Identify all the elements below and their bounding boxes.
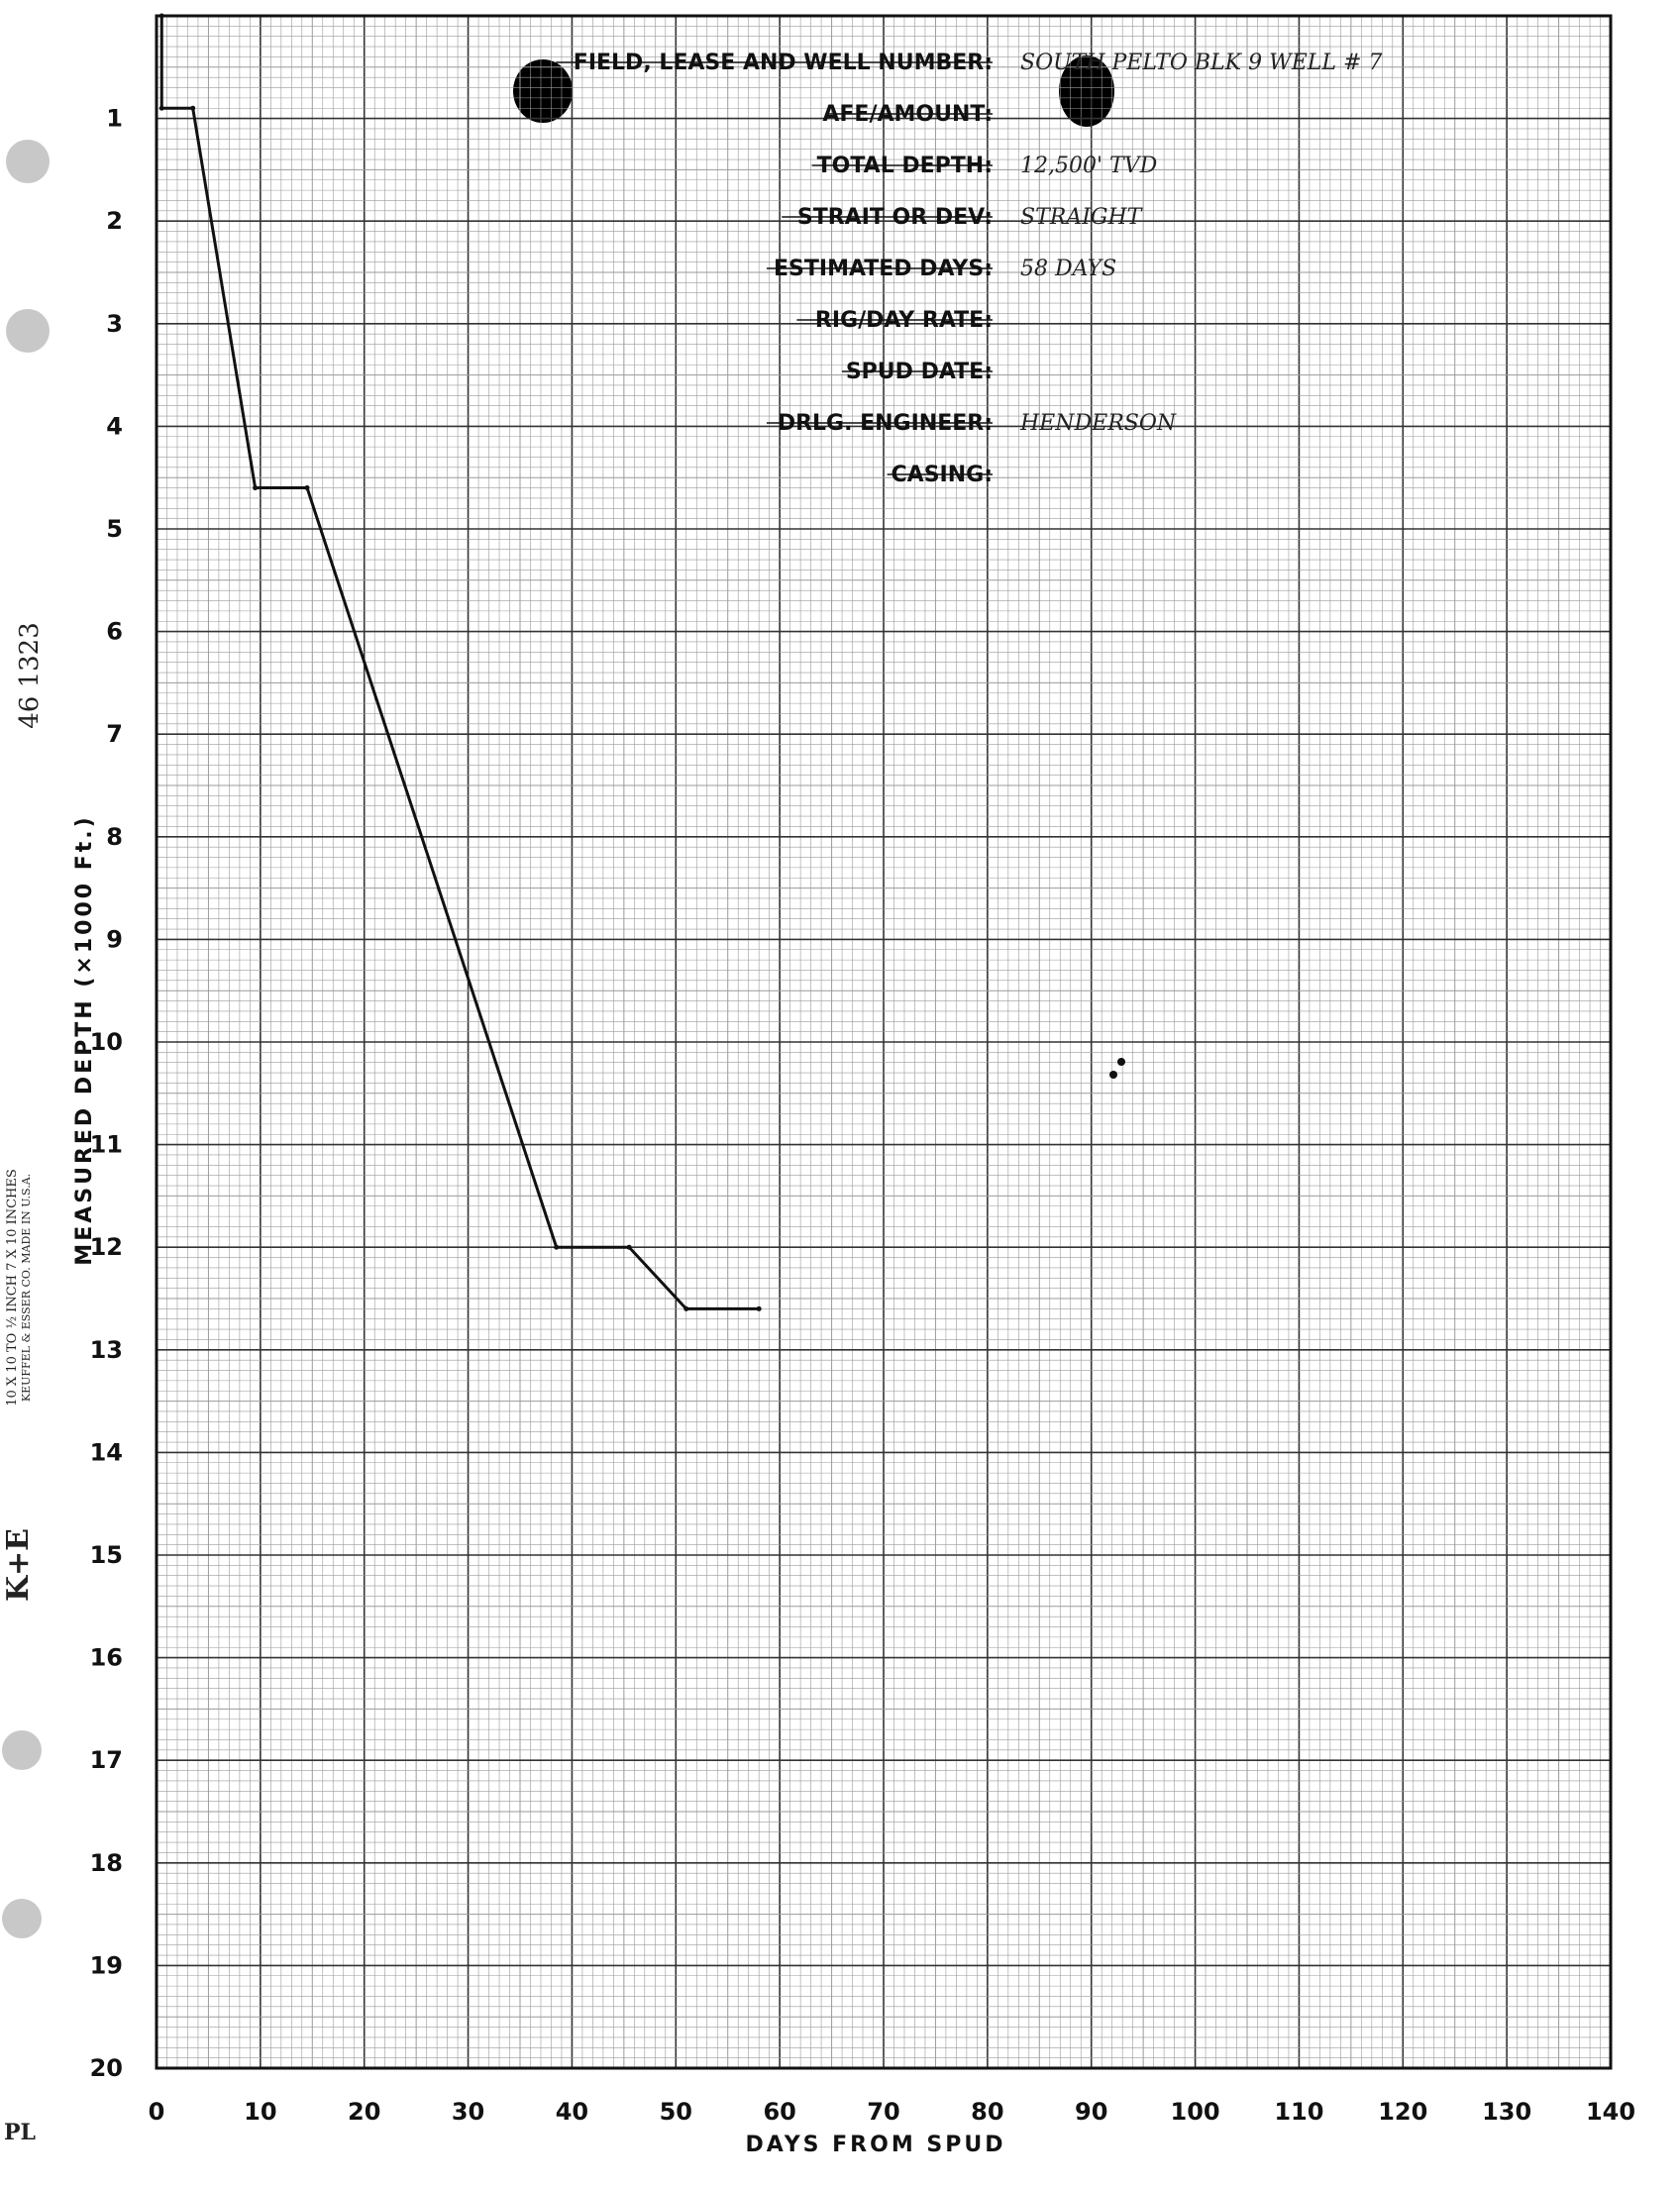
x-tick-label: 90 bbox=[1075, 2098, 1108, 2126]
y-tick-label: 14 bbox=[89, 1438, 123, 1467]
series-point bbox=[159, 14, 164, 19]
header-label: ESTIMATED DAYS: bbox=[774, 257, 993, 281]
y-tick-label: 4 bbox=[106, 412, 123, 441]
x-tick-label: 60 bbox=[763, 2098, 796, 2126]
y-tick-label: 10 bbox=[89, 1028, 123, 1056]
header-value: SOUTH PELTO BLK 9 WELL # 7 bbox=[1020, 51, 1383, 75]
y-tick-label: 11 bbox=[89, 1130, 123, 1159]
header-value: STRAIGHT bbox=[1020, 205, 1142, 230]
header-label: SPUD DATE: bbox=[845, 360, 993, 384]
x-tick-label: 40 bbox=[555, 2098, 589, 2126]
x-tick-label: 50 bbox=[659, 2098, 692, 2126]
x-tick-label: 110 bbox=[1274, 2098, 1324, 2126]
y-tick-label: 7 bbox=[106, 720, 123, 749]
header-label: FIELD, LEASE AND WELL NUMBER: bbox=[573, 51, 993, 75]
series-point bbox=[253, 485, 258, 490]
y-tick-label: 17 bbox=[89, 1746, 123, 1775]
y-tick-label: 15 bbox=[89, 1541, 123, 1569]
header-value: 12,500' TVD bbox=[1020, 154, 1158, 178]
y-tick-label: 8 bbox=[106, 822, 123, 851]
y-tick-label: 13 bbox=[89, 1335, 123, 1364]
series-point bbox=[757, 1306, 762, 1311]
doc-number: 46 1323 bbox=[15, 622, 45, 729]
x-tick-label: 120 bbox=[1378, 2098, 1428, 2126]
paper-spec-line2: KEUFFEL & ESSER CO. MADE IN U.S.A. bbox=[20, 1173, 33, 1403]
x-tick-label: 20 bbox=[348, 2098, 381, 2126]
punch-hole-left bbox=[513, 59, 573, 123]
header-form bbox=[556, 51, 1382, 487]
header-label: TOTAL DEPTH: bbox=[816, 154, 993, 178]
series-point bbox=[627, 1245, 632, 1250]
header-label: CASING: bbox=[891, 463, 993, 487]
y-tick-label: 16 bbox=[89, 1643, 123, 1672]
y-tick-label: 18 bbox=[89, 1848, 123, 1877]
y-tick-label: 5 bbox=[106, 515, 123, 543]
y-tick-label: 2 bbox=[106, 207, 123, 236]
header-value: HENDERSON bbox=[1020, 411, 1177, 436]
x-tick-label: 140 bbox=[1585, 2098, 1636, 2126]
series-point bbox=[683, 1306, 688, 1311]
series-point bbox=[190, 106, 195, 111]
x-axis-title: DAYS FROM SPUD bbox=[745, 2133, 1006, 2157]
y-tick-label: 12 bbox=[89, 1233, 123, 1262]
brand-logo: K+E bbox=[1, 1527, 36, 1603]
corner-mark: PL bbox=[4, 2120, 37, 2145]
y-tick-label: 20 bbox=[89, 2054, 123, 2082]
y-axis-title: MEASURED DEPTH (×1000 Ft.) bbox=[72, 814, 97, 1266]
x-tick-label: 130 bbox=[1482, 2098, 1532, 2126]
x-tick-label: 100 bbox=[1170, 2098, 1220, 2126]
header-label: DRLG. ENGINEER: bbox=[777, 411, 993, 436]
paper-spec-line1: 10 X 10 TO ½ INCH 7 X 10 INCHES bbox=[5, 1169, 20, 1407]
series-point bbox=[159, 106, 164, 111]
y-tick-label: 6 bbox=[106, 617, 123, 646]
series-point bbox=[305, 485, 310, 490]
y-tick-label: 3 bbox=[106, 309, 123, 338]
header-label: RIG/DAY RATE: bbox=[814, 308, 993, 333]
header-label: STRAIT OR DEV: bbox=[796, 205, 993, 230]
header-label: AFE/AMOUNT: bbox=[822, 102, 993, 127]
y-tick-label: 9 bbox=[106, 925, 123, 954]
x-tick-label: 30 bbox=[451, 2098, 485, 2126]
margin-dot-patterns bbox=[2, 140, 50, 1938]
y-tick-label: 19 bbox=[89, 1951, 123, 1980]
x-tick-label: 80 bbox=[971, 2098, 1004, 2126]
series-point bbox=[554, 1245, 559, 1250]
x-tick-label: 70 bbox=[867, 2098, 900, 2126]
y-tick-label: 1 bbox=[106, 104, 123, 133]
header-value: 58 DAYS bbox=[1020, 257, 1117, 281]
x-tick-label: 10 bbox=[244, 2098, 277, 2126]
x-tick-label: 0 bbox=[148, 2098, 165, 2126]
x-tick-labels bbox=[149, 2098, 1635, 2126]
